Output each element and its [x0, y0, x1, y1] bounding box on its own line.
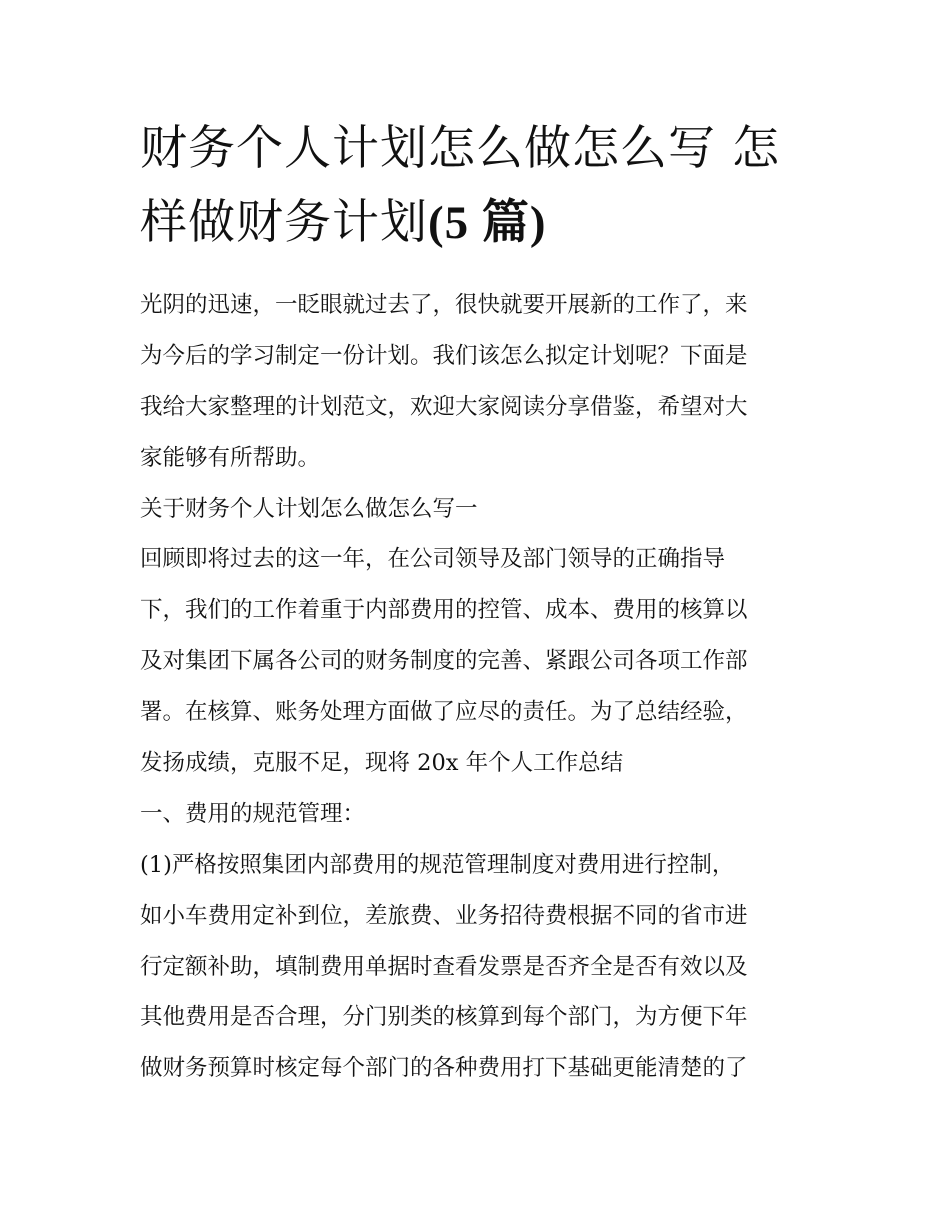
title-line-2	[140, 186, 830, 260]
body-line: 家能够有所帮助。	[140, 444, 321, 471]
body-line: (1)严格按照集团内部费用的规范管理制度对费用进行控制，	[140, 851, 735, 878]
body-line: 署。在核算、账务处理方面做了应尽的责任。为了总结经验，	[140, 699, 748, 726]
body-line: 其他费用是否合理，分门别类的核算到每个部门，为方便下年	[140, 1004, 748, 1031]
body-line: 回顾即将过去的这一年，在公司领导及部门领导的正确指导	[140, 546, 726, 573]
section-heading: 关于财务个人计划怎么做怎么写一	[140, 495, 478, 522]
body-line: 如小车费用定补到位，差旅费、业务招待费根据不同的省市进	[140, 902, 748, 929]
title-line-1: 财务个人计划怎么做怎么写 怎	[140, 121, 780, 176]
body-line: 光阴的迅速，一眨眼就过去了，很快就要开展新的工作了，来	[140, 292, 748, 318]
body-line: 为今后的学习制定一份计划。我们该怎么拟定计划呢？下面是	[140, 342, 748, 369]
body-line: 发扬成绩，克服不足，现将 20x 年个人工作总结	[140, 750, 624, 777]
body-line: 及对集团下属各公司的财务制度的完善、紧跟公司各项工作部	[140, 648, 748, 675]
title-suffix: (5 篇)	[428, 197, 547, 249]
body-line: 做财务预算时核定每个部门的各种费用打下基础更能清楚的了	[140, 1055, 748, 1082]
subsection-heading: 一、费用的规范管理：	[140, 800, 366, 827]
body-line: 我给大家整理的计划范文，欢迎大家阅读分享借鉴，希望对大	[140, 393, 748, 420]
body-line: 下，我们的工作着重于内部费用的控管、成本、费用的核算以	[140, 597, 748, 624]
document-title	[140, 112, 830, 260]
title-line-2-text: 样做财务计划	[140, 195, 428, 250]
document-body	[140, 280, 830, 1094]
body-line: 行定额补助，填制费用单据时查看发票是否齐全是否有效以及	[140, 953, 748, 980]
